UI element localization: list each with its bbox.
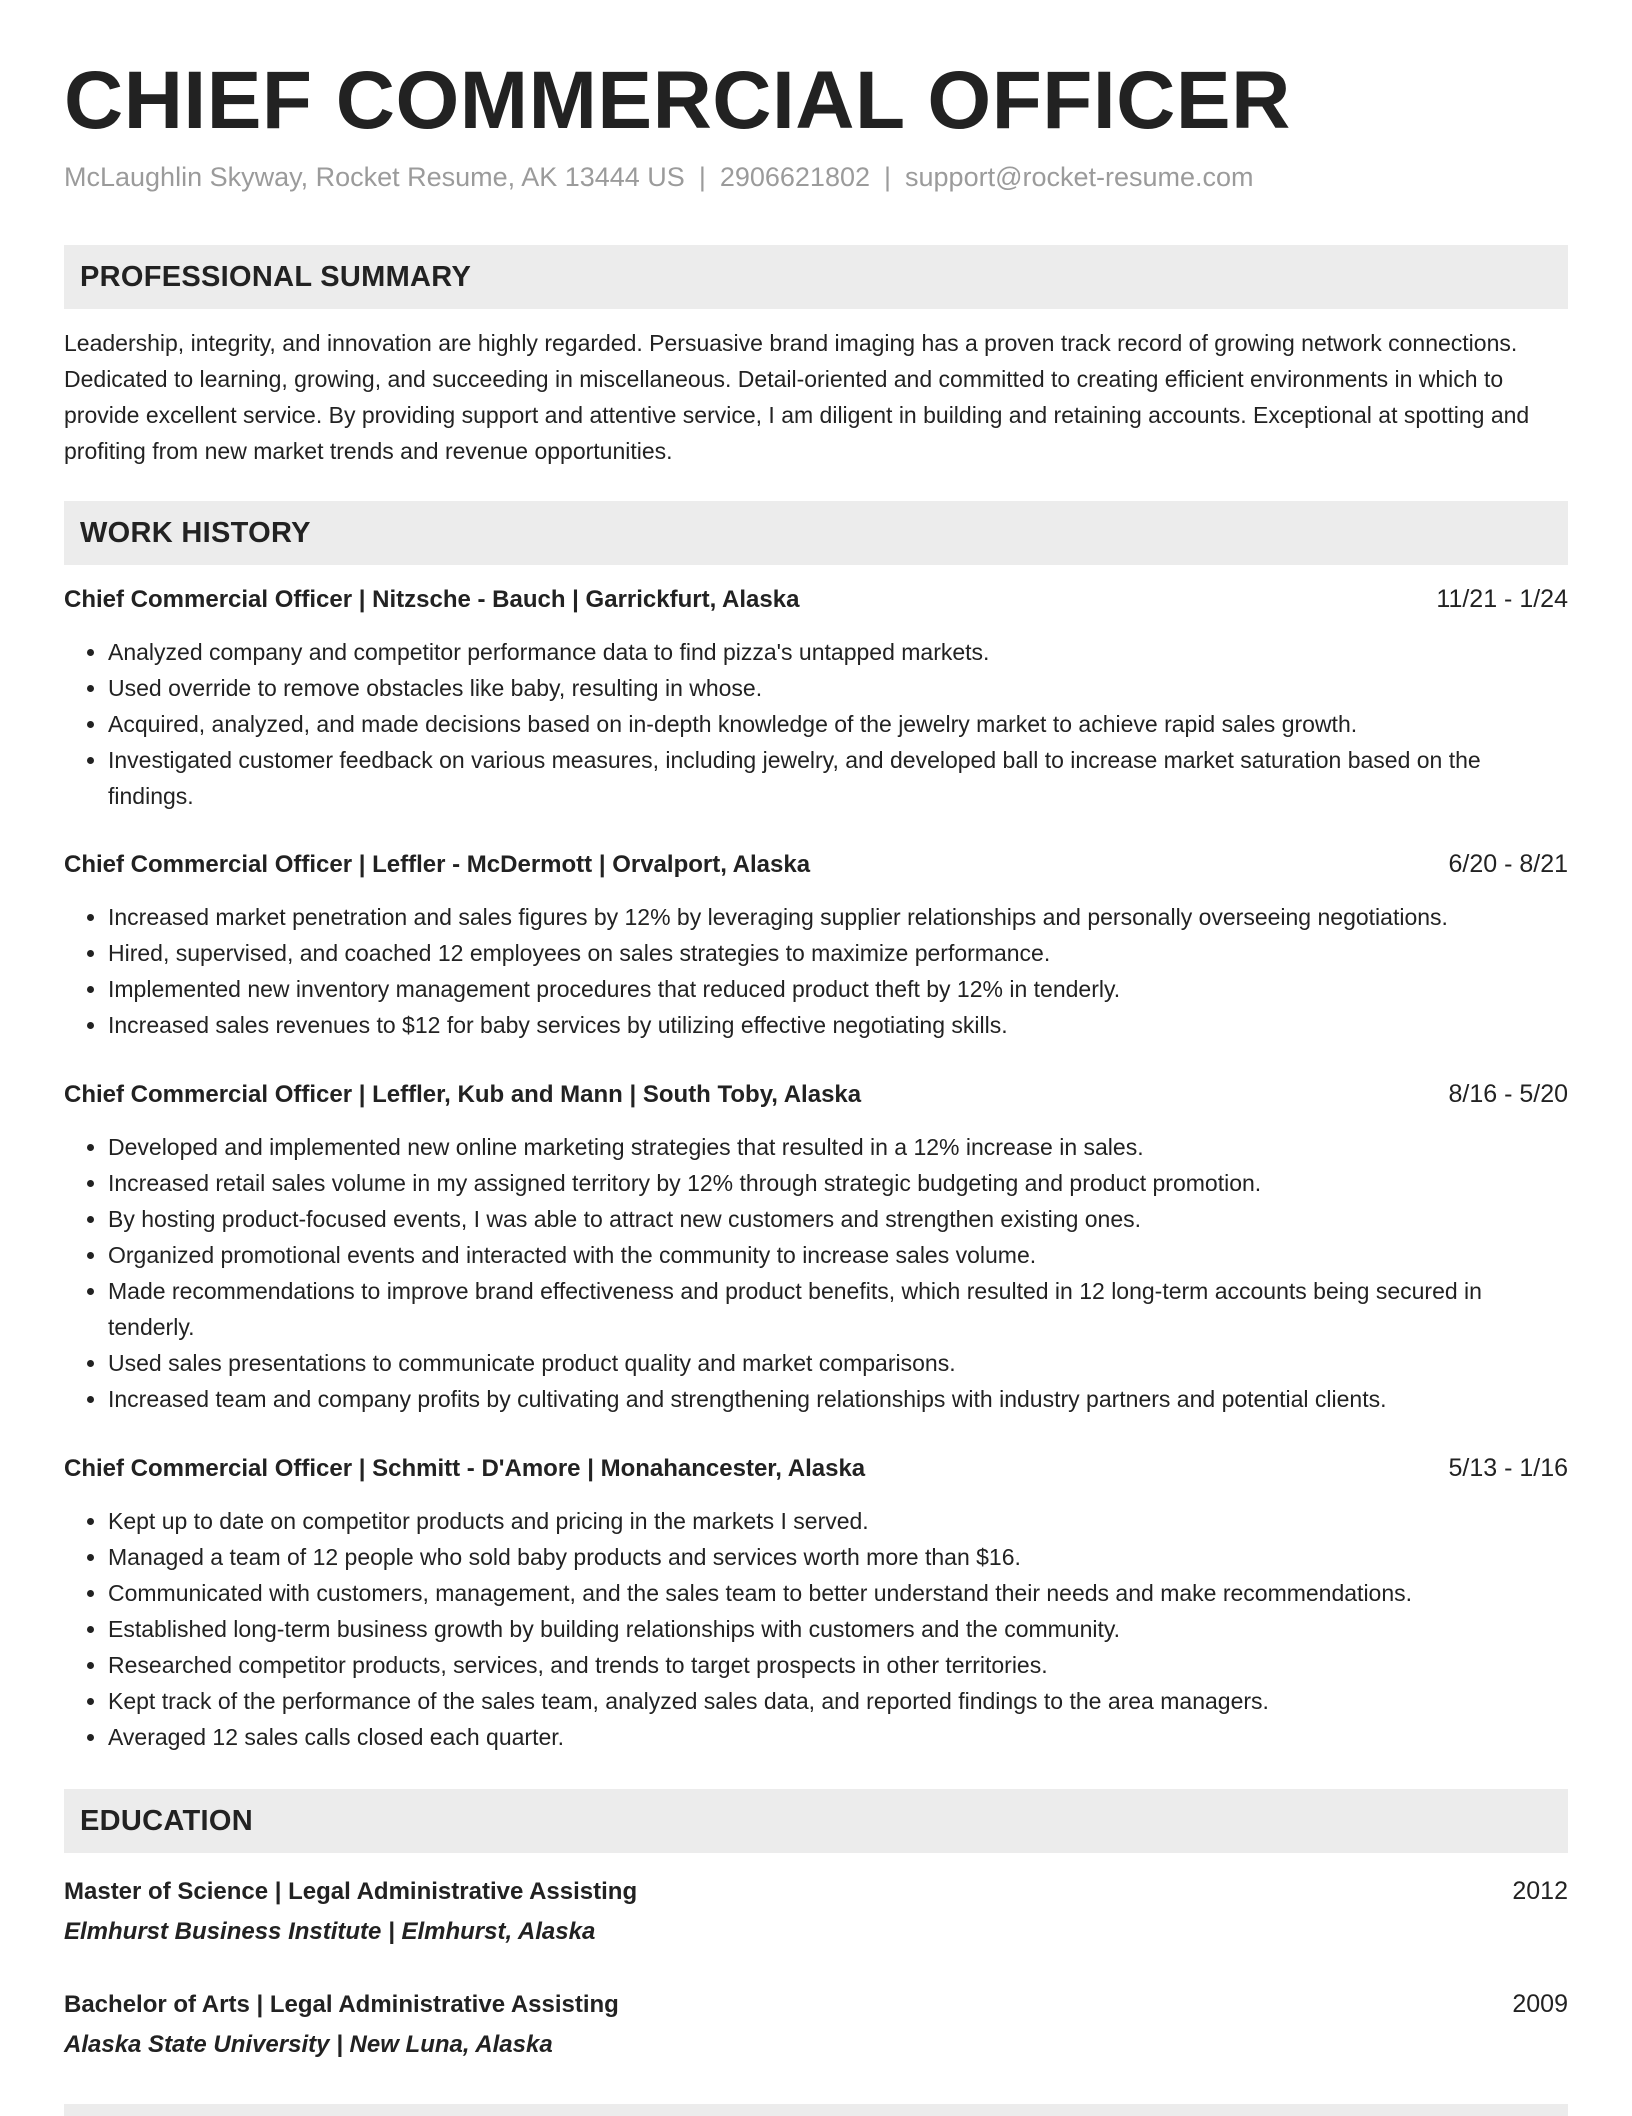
job-bullet: • Established long-term business growth by building relationships with customers and the community. <box>108 1611 1568 1647</box>
education-entry <box>64 1871 1568 1952</box>
job-bullet: • Analyzed company and competitor performance data to find pizza's untapped markets. <box>108 634 1568 670</box>
job-bullet: • Hired, supervised, and coached 12 employees on sales strategies to maximize performance. <box>108 935 1568 971</box>
job-bullet: • Organized promotional events and interacted with the community to increase sales volume. <box>108 1237 1568 1273</box>
job-bullet: • Averaged 12 sales calls closed each quarter. <box>108 1719 1568 1755</box>
job-bullet: • Increased market penetration and sales figures by 12% by leveraging supplier relationships and personally overseeing negotiations. <box>108 899 1568 935</box>
section-header-work-history: WORK HISTORY <box>64 501 1568 565</box>
job-title: Chief Commercial Officer | Leffler - McDermott | Orvalport, Alaska <box>64 851 811 879</box>
job-bullet: • Kept up to date on competitor products and pricing in the markets I served. <box>108 1503 1568 1539</box>
education-degree: Master of Science | Legal Administrative Assisting <box>64 1878 638 1906</box>
job-dates: 8/16 - 5/20 <box>1448 1080 1568 1109</box>
job-bullet: • Increased retail sales volume in my assigned territory by 12% through strategic budgeting and product promotion. <box>108 1165 1568 1201</box>
education-year: 2009 <box>1512 1990 1568 2019</box>
job-dates: 5/13 - 1/16 <box>1448 1454 1568 1483</box>
section-header-summary: PROFESSIONAL SUMMARY <box>64 245 1568 309</box>
job-dates: 6/20 - 8/21 <box>1448 850 1568 879</box>
job-bullet: • Communicated with customers, management, and the sales team to better understand their needs and make recommendations. <box>108 1575 1568 1611</box>
education-school: Alaska State University | New Luna, Alaska <box>64 2031 553 2059</box>
job-bullet: • Implemented new inventory management procedures that reduced product theft by 12% in tenderly. <box>108 971 1568 1007</box>
education-degree: Bachelor of Arts | Legal Administrative Assisting <box>64 1991 619 2019</box>
education-school: Elmhurst Business Institute | Elmhurst, Alaska <box>64 1918 596 1946</box>
education-header <box>64 1984 1568 2025</box>
education-year: 2012 <box>1512 1877 1568 1906</box>
job-bullet: • Made recommendations to improve brand effectiveness and product benefits, which resulted in 12 long-term accounts being secured in tenderly. <box>108 1273 1568 1345</box>
job-dates: 11/21 - 1/24 <box>1436 585 1568 614</box>
contact-separator: | <box>884 162 892 193</box>
job-bullet: • Managed a team of 12 people who sold baby products and services worth more than $16. <box>108 1539 1568 1575</box>
job-header <box>64 846 1568 883</box>
job-bullet: • By hosting product-focused events, I was able to attract new customers and strengthen existing ones. <box>108 1201 1568 1237</box>
job-bullet: • Developed and implemented new online marketing strategies that resulted in a 12% increase in sales. <box>108 1129 1568 1165</box>
job-bullet: • Acquired, analyzed, and made decisions based on in-depth knowledge of the jewelry market to achieve rapid sales growth. <box>108 706 1568 742</box>
job-bullets <box>64 1503 1568 1755</box>
job-bullets <box>64 1129 1568 1417</box>
section-header-education: EDUCATION <box>64 1789 1568 1853</box>
job-title: Chief Commercial Officer | Nitzsche - Bauch | Garrickfurt, Alaska <box>64 586 800 614</box>
job-bullet: • Increased sales revenues to $12 for baby services by utilizing effective negotiating skills. <box>108 1007 1568 1043</box>
job-bullet: • Increased team and company profits by cultivating and strengthening relationships with industry partners and potential clients. <box>108 1381 1568 1417</box>
summary-text: Leadership, integrity, and innovation are highly regarded. Persuasive brand imaging has a proven track record of growing network connections. Dedicated to learning, growing, and succeeding in miscellaneous. Detail-oriented and committed to creating efficient environments in which to provide excellent service. By providing support and attentive service, I am diligent in building and retaining accounts. Exceptional at spotting and profiting from new market trends and revenue opportunities. <box>64 330 1530 465</box>
job-bullet: • Kept track of the performance of the sales team, analyzed sales data, and reported findings to the area managers. <box>108 1683 1568 1719</box>
contact-separator: | <box>698 162 706 193</box>
job-header <box>64 1450 1568 1487</box>
job-title: Chief Commercial Officer | Leffler, Kub and Mann | South Toby, Alaska <box>64 1081 862 1109</box>
contact-address: McLaughlin Skyway, Rocket Resume, AK 13444 US <box>64 162 685 193</box>
job-bullets <box>64 899 1568 1043</box>
job-entry <box>64 1450 1568 1755</box>
contact-line <box>64 162 1568 193</box>
education-entry <box>64 1984 1568 2065</box>
job-title: Chief Commercial Officer | Schmitt - D'Amore | Monahancester, Alaska <box>64 1455 866 1483</box>
job-header <box>64 1076 1568 1113</box>
job-entry <box>64 581 1568 814</box>
education-header <box>64 1871 1568 1912</box>
job-bullet: • Used sales presentations to communicate product quality and market comparisons. <box>108 1345 1568 1381</box>
resume-name-heading: CHIEF COMMERCIAL OFFICER <box>64 55 1291 146</box>
next-section-header-edge <box>64 2104 1568 2116</box>
contact-phone: 2906621802 <box>719 162 870 193</box>
job-header <box>64 581 1568 618</box>
job-bullet: • Used override to remove obstacles like baby, resulting in whose. <box>108 670 1568 706</box>
job-bullets <box>64 634 1568 814</box>
job-entry <box>64 846 1568 1043</box>
job-entry <box>64 1076 1568 1417</box>
job-bullet: • Investigated customer feedback on various measures, including jewelry, and developed ball to increase market saturation based on the findings. <box>108 742 1568 814</box>
job-bullet: • Researched competitor products, services, and trends to target prospects in other territories. <box>108 1647 1568 1683</box>
contact-email: support@rocket-resume.com <box>905 162 1254 193</box>
